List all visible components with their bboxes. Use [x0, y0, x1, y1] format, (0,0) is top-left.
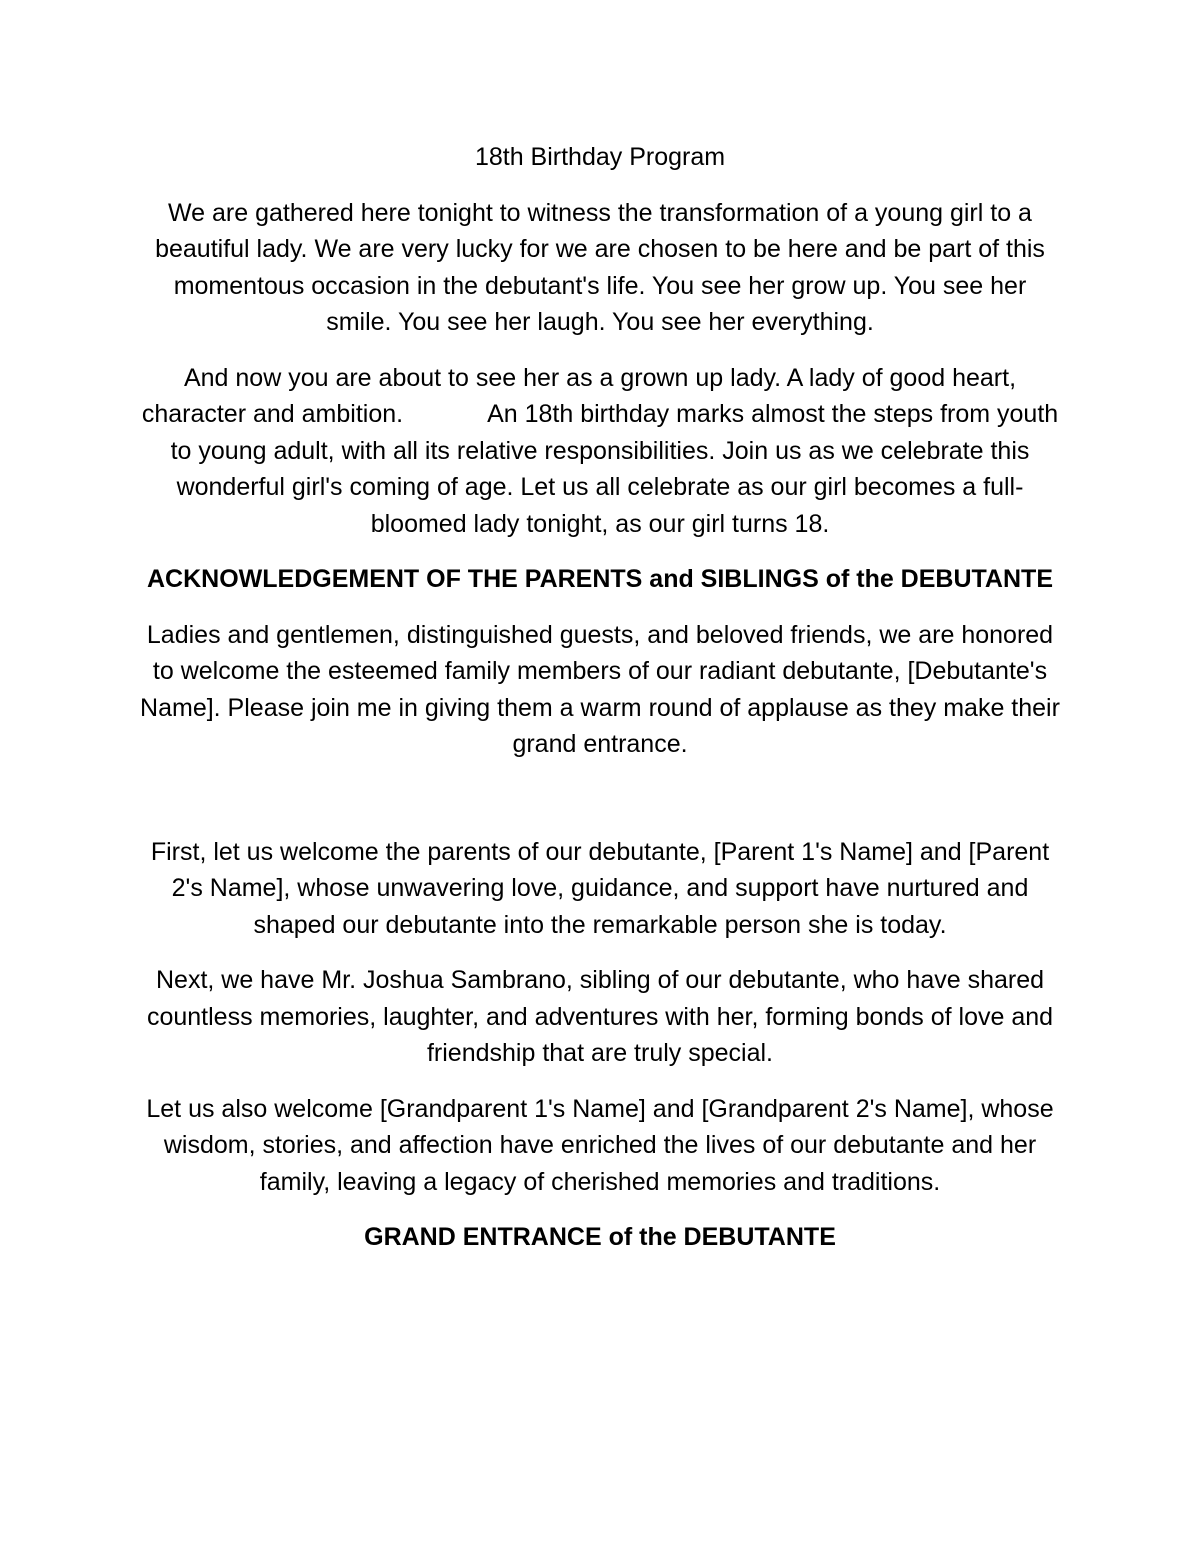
coming-of-age-paragraph-part-1: And now you are about to see her as a grown up lady. A lady of good heart, character and ambition. — [141, 363, 1017, 428]
coming-of-age-paragraph — [140, 360, 1060, 543]
intro-paragraph: We are gathered here tonight to witness the transformation of a young girl to a beautiful lady. We are very lucky for we are chosen to be here and be part of this momentous occasion in the debutant's life. You see her grow up. You see her smile. You see her laugh. You see her everything. — [155, 198, 1045, 336]
document-body — [140, 139, 1060, 1275]
grandparents-paragraph: Let us also welcome [Grandparent 1's Name] and [Grandparent 2's Name], whose wisdom, stories, and affection have enriched the lives of our debutante and her family, leaving a legacy of cherished memories and traditions. — [146, 1094, 1054, 1196]
parents-paragraph: First, let us welcome the parents of our debutante, [Parent 1's Name] and [Parent 2's Name], whose unwavering love, guidance, and support have nurtured and shaped our debutante into the remarkable person she is today. — [150, 837, 1050, 939]
coming-of-age-paragraph-part-2: An 18th birthday marks almost the steps from youth to young adult, with all its relative responsibilities. Join us as we celebrate this wonderful girl's coming of age. Let us all celebrate as our girl becomes a full-bloomed lady tonight, as our girl turns 18. — [170, 400, 1059, 538]
blank-line — [140, 782, 1060, 834]
sibling-paragraph: Next, we have Mr. Joshua Sambrano, sibling of our debutante, who have shared countless memories, laughter, and adventures with her, forming bonds of love and friendship that are truly special. — [146, 966, 1054, 1067]
page-title: 18th Birthday Program — [474, 143, 726, 171]
acknowledgement-heading: ACKNOWLEDGEMENT OF THE PARENTS and SIBLINGS of the DEBUTANTE — [146, 565, 1053, 593]
grand-entrance-heading: GRAND ENTRANCE of the DEBUTANTE — [364, 1223, 836, 1251]
acknowledgement-paragraph: Ladies and gentlemen, distinguished guests, and beloved friends, we are honored to welcome the esteemed family members of our radiant debutante, [Debutante's Name]. Please join me in giving them a warm round of applause as they make their grand entrance. — [140, 620, 1060, 758]
